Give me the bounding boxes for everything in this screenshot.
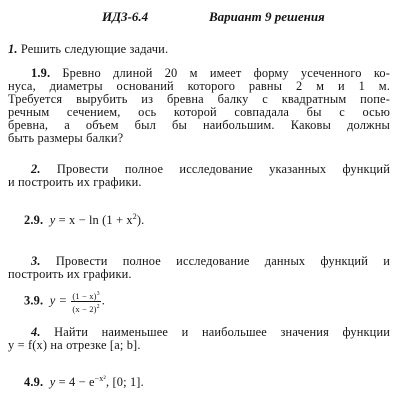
task-1-text-line: речным сечением, ось которой совпадала бы с осью (8, 105, 390, 119)
task-4-text-line: 4. Найти наименьшее и наибольшее значения функции (31, 325, 391, 339)
fraction-denominator: $(x - 2)^2$ (72, 304, 100, 314)
task-2-text-line: 2. Провести полное исследование указанных функций (31, 162, 390, 176)
fraction-numerator: $(1 - x)^3$ (72, 291, 100, 301)
task-4-text-line: y = f(x) на отрезке [a; b]. (8, 338, 141, 352)
task-2-subnumber: 2.9. (24, 213, 44, 227)
page-header (0, 9, 400, 25)
task-3-fraction (71, 289, 100, 314)
task-2-formula: 2.9. $y = x - \ln (1 + x^2)$. (24, 212, 145, 227)
task-3-subnumber: 3.9. (24, 293, 44, 308)
task-1-text-line: бревна, а объем был бы наибольшим. Каковы должны (8, 118, 390, 132)
task-1-heading: Решить следующие задачи. (20, 42, 169, 56)
task-3-text-line: 3. Провести полное исследование данных функций и (31, 254, 391, 268)
variant-title: Вариант 9 решения (209, 9, 325, 24)
task-1-text-line: нуса, диаметры оснований которого равны 2 м и 1 м. (8, 79, 390, 93)
task-1-heading-line (8, 43, 168, 56)
task-3-formula: 3.9. y = $\frac{(1 - x)^3}{(x - 2)^2}$ . (24, 291, 106, 314)
task-1-text-line: 1.9. Бревно длиной 20 м имеет форму усеченного ко- (31, 66, 390, 80)
task-4-formula: 4.9. $y = 4 - e^{-x^2}$, [0; 1]. (24, 374, 144, 389)
task-2-text-line: и построить их графики. (8, 175, 142, 189)
task-1-subnumber: 1.9. (31, 66, 51, 80)
task-2-number: 2. (31, 162, 41, 176)
task-1-number: 1. (8, 42, 18, 56)
task-1-text-line: быть размеры балки? (8, 131, 124, 145)
task-3-text-line: построить их графики. (8, 267, 132, 281)
task-4-number: 4. (31, 325, 41, 339)
task-4-subnumber: 4.9. (24, 375, 44, 389)
assignment-code: ИДЗ-6.4 (102, 9, 149, 24)
task-3-number: 3. (31, 254, 41, 268)
task-1-text-line: Требуется вырубить из бревна балку с квадратным попе- (8, 92, 390, 106)
